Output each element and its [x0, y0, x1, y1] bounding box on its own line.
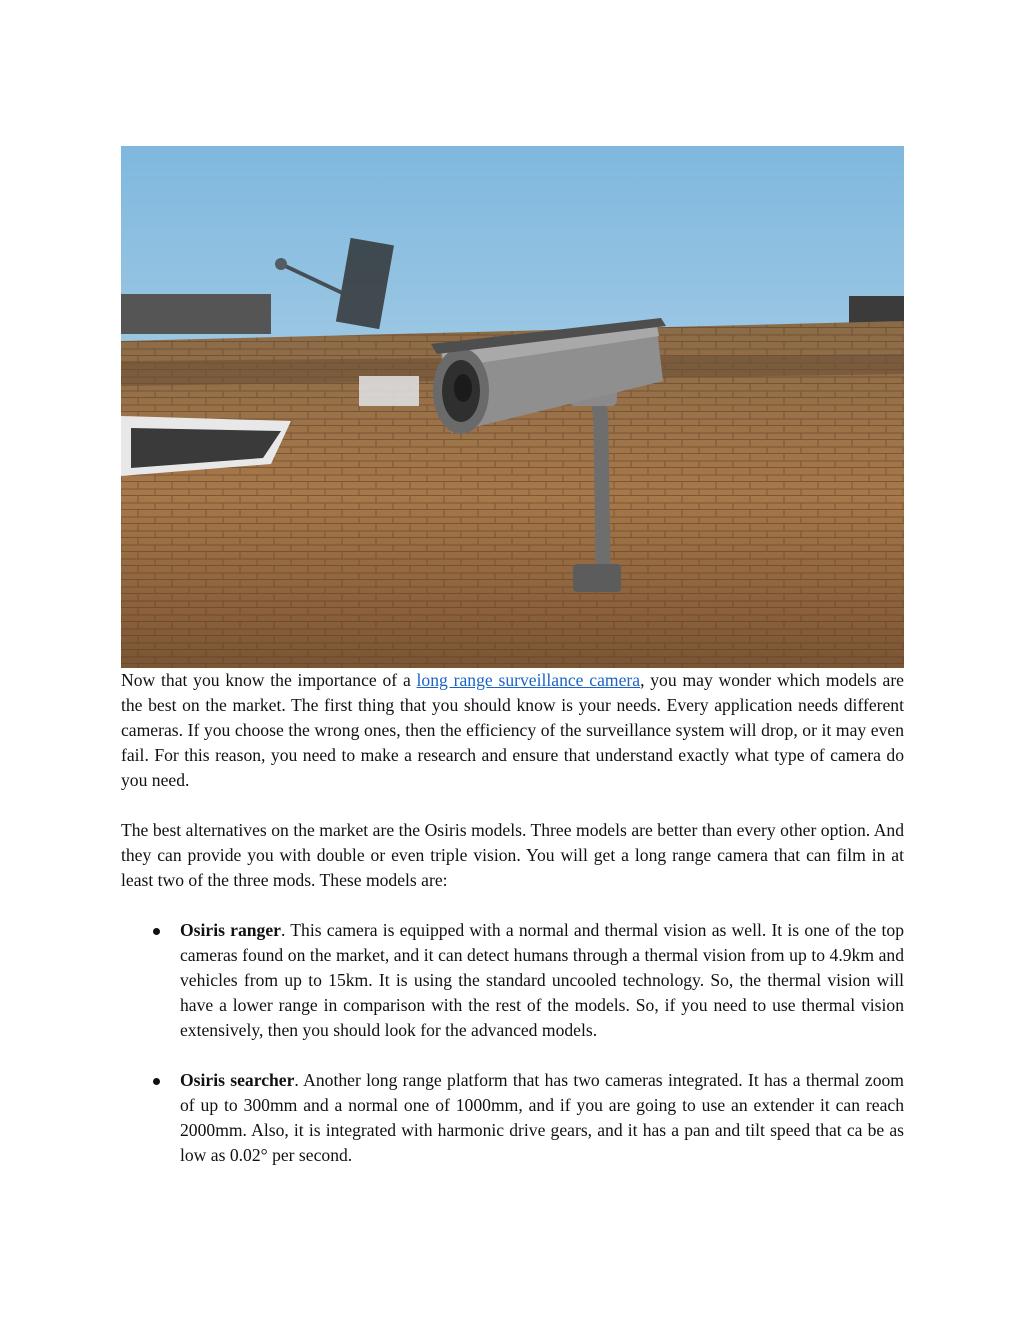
model-name: Osiris ranger	[180, 920, 281, 940]
bullet-icon	[153, 1078, 160, 1085]
intro-text-start: Now that you know the importance of a	[121, 670, 417, 690]
model-description: . This camera is equipped with a normal and thermal vision as well. It is one of the top cameras found on the market, and it can detect humans through a thermal vision from up to 4.9km and vehicles from up to 15km. It is using the standard uncooled technology. So, the thermal vision will have a lower range in comparison with the rest of the models. So, if you need to use thermal vision extensively, then you should look for the advanced models.	[180, 920, 904, 1040]
intro-paragraph	[121, 668, 904, 793]
long-range-camera-link[interactable]: long range surveillance camera	[416, 670, 641, 690]
list-item	[121, 1068, 904, 1168]
surveillance-camera-photo	[121, 146, 904, 668]
bullet-icon	[153, 928, 160, 935]
alternatives-paragraph: The best alternatives on the market are the Osiris models. Three models are better than every other option. And they can provide you with double or even triple vision. You will get a long range camera that can film in at least two of the three mods. These models are:	[121, 820, 904, 890]
intro-text-end: , you may wonder which models are the best on the market. The first thing that you should know is your needs. Every application needs different cameras. If you choose the wrong ones, then the efficiency of the surveillance system will drop, or it may even fail. For this reason, you need to make a research and ensure that understand exactly what type of camera do you need.	[121, 670, 904, 790]
model-name: Osiris searcher	[180, 1070, 295, 1090]
model-description: . Another long range platform that has two cameras integrated. It has a thermal zoom of up to 300mm and a normal one of 1000mm, and if you are going to use an extender it can reach 2000mm. Also, it is integrated with harmonic drive gears, and it has a pan and tilt speed that ca be as low as 0.02° per second.	[180, 1070, 904, 1165]
article-body	[121, 668, 904, 1168]
list-item	[121, 918, 904, 1043]
models-list	[121, 918, 904, 1168]
